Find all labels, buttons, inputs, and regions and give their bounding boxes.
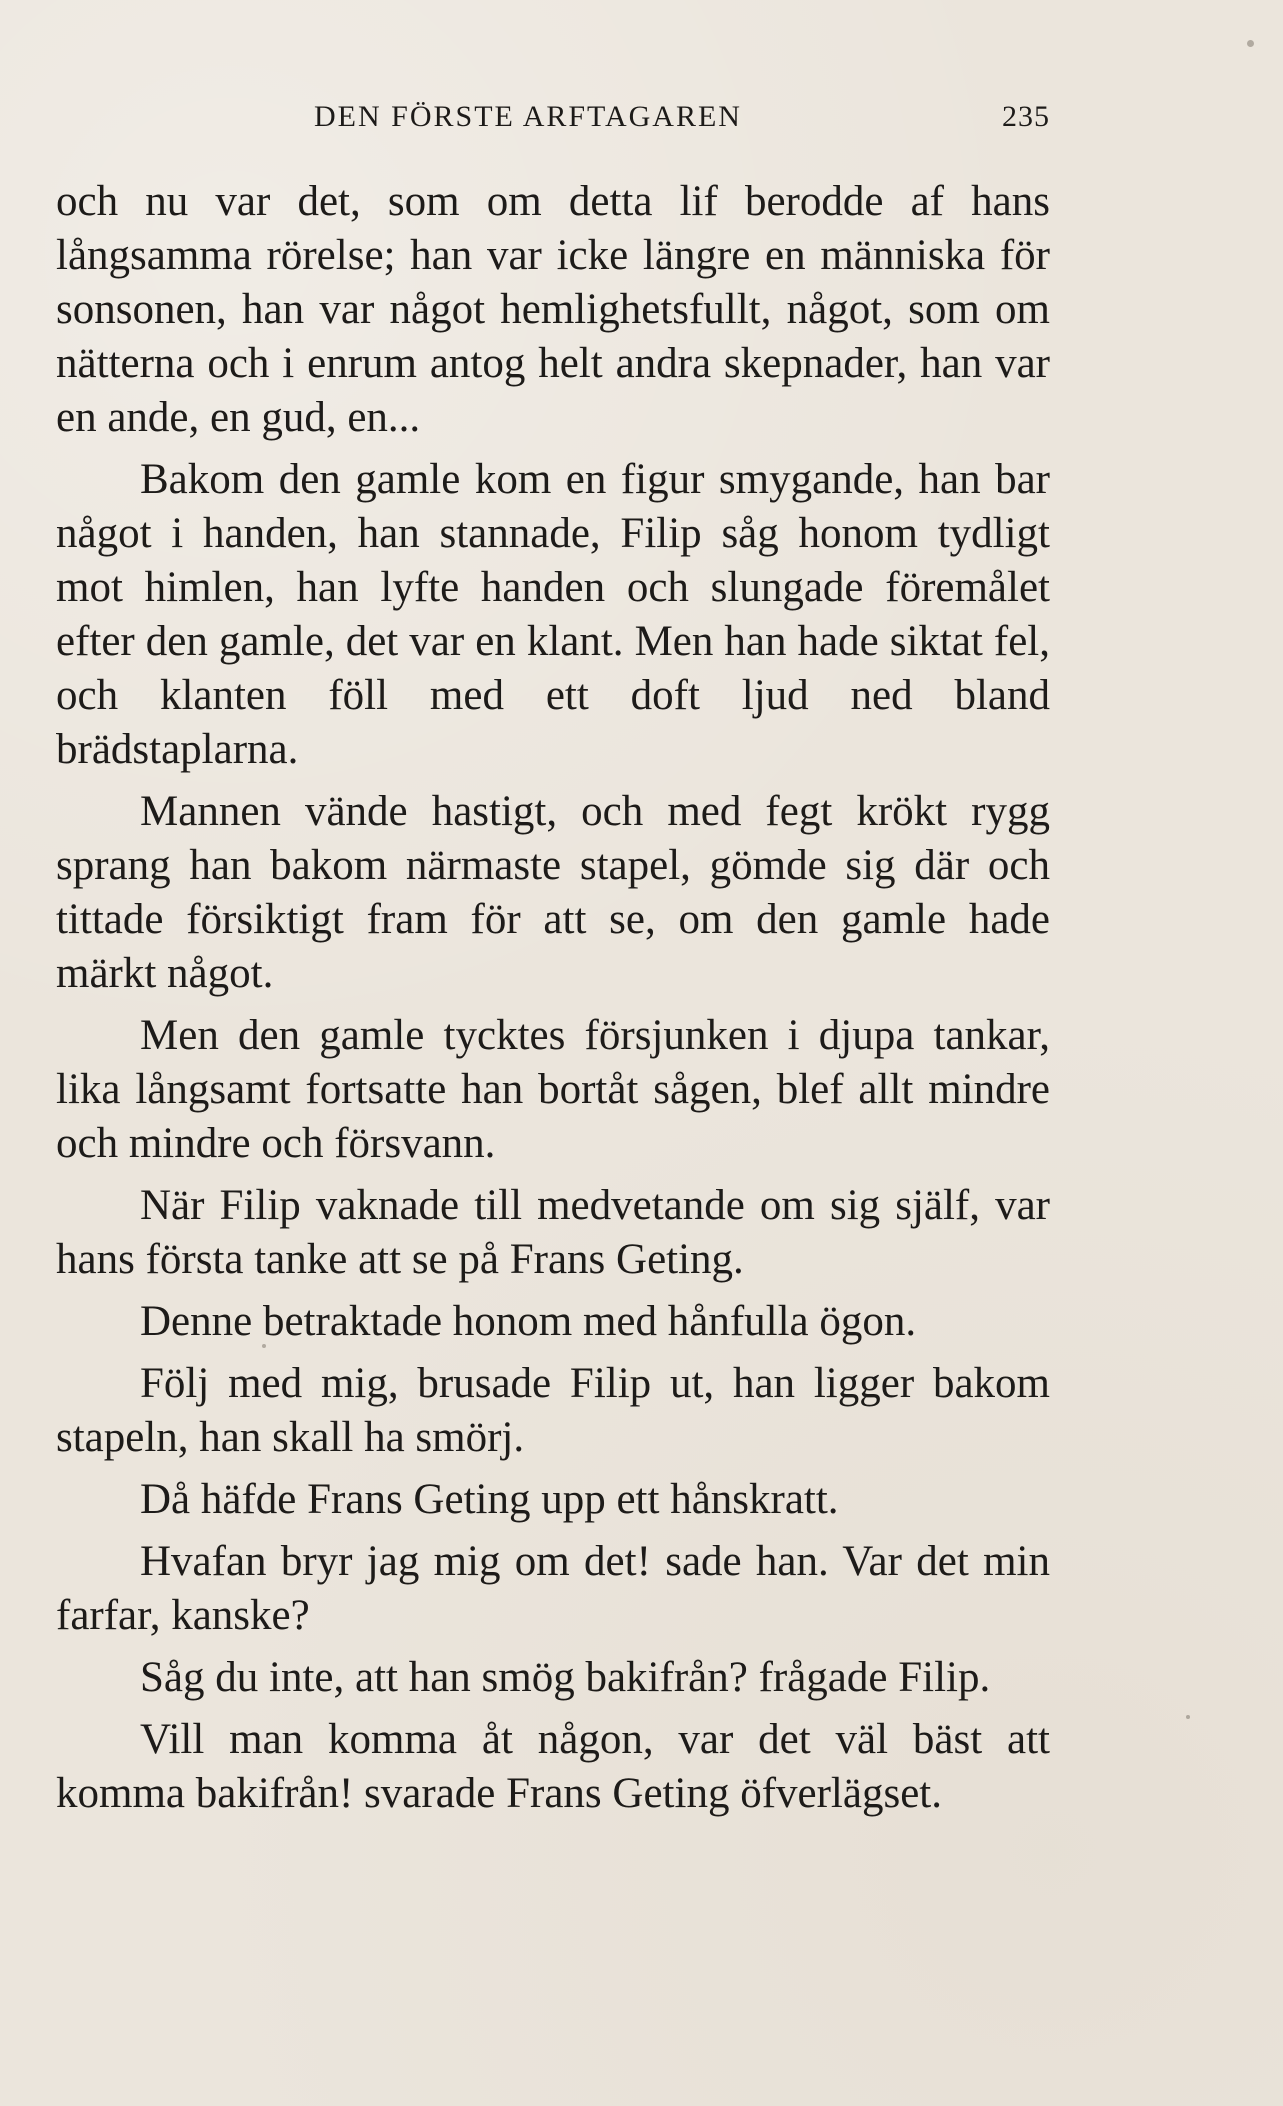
page-number: 235 (1002, 100, 1050, 133)
paper-speck (262, 1344, 266, 1348)
paragraph-5: När Filip vaknade till medvetande om sig själf, var hans första tanke att se på Frans Geting. (56, 1182, 1050, 1283)
body-text (56, 175, 1050, 1829)
paragraph-1: och nu var det, som om detta lif berodde af hans långsamma rörelse; han var icke längre en människa för sonsonen, han var något hemlighetsfullt, något, som om nätterna och i enrum antog helt andra skepnader, han var en ande, en gud, en... (56, 178, 1050, 441)
paragraph-11: Vill man komma åt någon, var det väl bäst att komma bakifrån! svarade Frans Geting öfverlägset. (56, 1716, 1050, 1817)
paragraph-9: Hvafan bryr jag mig om det! sade han. Var det min farfar, kanske? (56, 1538, 1050, 1639)
paragraph-7: Följ med mig, brusade Filip ut, han ligger bakom stapeln, han skall ha smörj. (56, 1360, 1050, 1461)
paragraph-3: Mannen vände hastigt, och med fegt krökt rygg sprang han bakom närmaste stapel, gömde sig där och tittade försiktigt fram för att se, om den gamle hade märkt något. (56, 788, 1050, 997)
paragraph-6: Denne betraktade honom med hånfulla ögon. (140, 1298, 917, 1345)
paragraph-4: Men den gamle tycktes försjunken i djupa tankar, lika långsamt fortsatte han bortåt sågen, blef allt mindre och mindre och försvann. (56, 1012, 1050, 1167)
running-head: DEN FÖRSTE ARFTAGAREN (314, 100, 742, 133)
paper-speck (1247, 40, 1254, 47)
paragraph-10: Såg du inte, att han smög bakifrån? frågade Filip. (140, 1654, 991, 1701)
paragraph-8: Då häfde Frans Geting upp ett hånskratt. (140, 1476, 839, 1523)
paper-speck (1186, 1715, 1190, 1719)
paragraph-2: Bakom den gamle kom en figur smygande, han bar något i handen, han stannade, Filip såg honom tydligt mot himlen, han lyfte handen och slungade föremålet efter den gamle, det var en klant. Men han hade siktat fel, och klanten föll med ett doft ljud ned bland brädstaplarna. (56, 456, 1050, 773)
page-header (314, 100, 1050, 144)
